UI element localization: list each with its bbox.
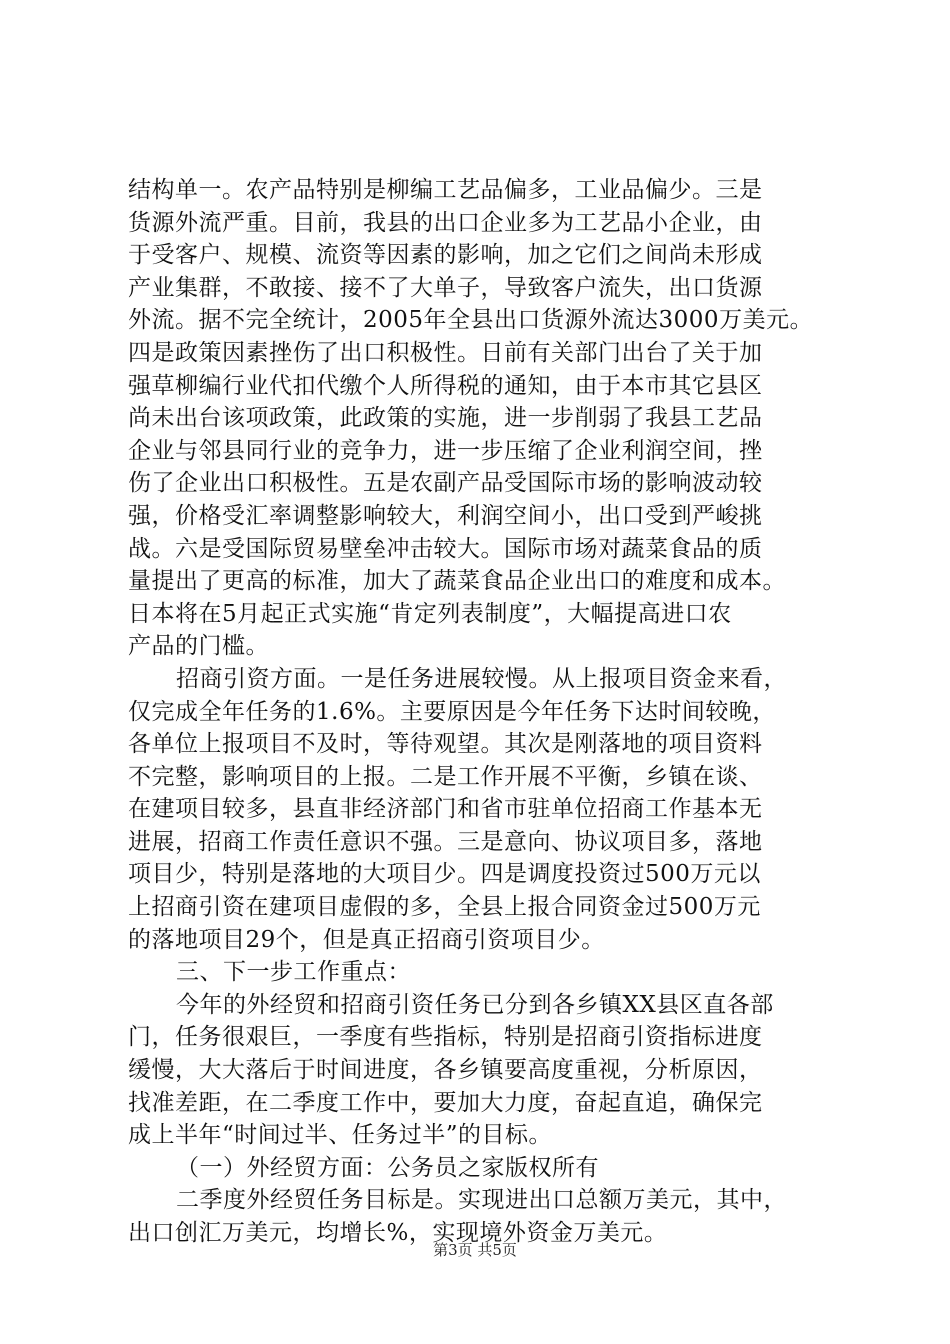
text-line: 不完整，影响项目的上报。二是工作开展不平衡，乡镇在谈、 [128,763,763,790]
paragraph-start-line: 二季度外经贸任务目标是。实现进出口总额万美元，其中， [176,1187,787,1214]
text-line: 缓慢，大大落后于时间进度，各乡镇要高度重视，分析原因， [128,1057,763,1084]
text-line: 外流。据不完全统计，2005年全县出口货源外流达3000万美元。 [128,307,814,334]
text-line: 企业与邻县同行业的竞争力，进一步压缩了企业利润空间，挫 [128,437,763,464]
text-line: 强草柳编行业代扣代缴个人所得税的通知，由于本市其它县区 [128,372,763,399]
paragraph-start-line: 今年的外经贸和招商引资任务已分到各乡镇XX县区直各部 [176,991,774,1018]
subsection-heading: （一）外经贸方面：公务员之家版权所有 [176,1154,599,1181]
page-footer [0,1239,950,1260]
text-line: 上招商引资在建项目虚假的多，全县上报合同资金过500万元 [128,894,761,921]
text-line: 产品的门槛。 [128,633,269,660]
text-line: 量提出了更高的标准，加大了蔬菜食品企业出口的难度和成本。 [128,568,786,595]
text-line: 强，价格受汇率调整影响较大，利润空间小，出口受到严峻挑 [128,502,763,529]
text-line: 伤了企业出口积极性。五是农副产品受国际市场的影响波动较 [128,470,763,497]
text-line: 货源外流严重。目前，我县的出口企业多为工艺品小企业，由 [128,209,763,236]
text-line: 找准差距，在二季度工作中，要加大力度，奋起直追，确保完 [128,1089,763,1116]
text-line: 战。六是受国际贸易壁垒冲击较大。国际市场对蔬菜食品的质 [128,535,763,562]
text-line: 的落地项目29个，但是真正招商引资项目少。 [128,926,605,953]
text-line: 各单位上报项目不及时，等待观望。其次是刚落地的项目资料 [128,731,763,758]
text-line: 尚未出台该项政策，此政策的实施，进一步削弱了我县工艺品 [128,405,763,432]
section-heading: 三、下一步工作重点： [176,959,411,986]
text-line: 四是政策因素挫伤了出口积极性。日前有关部门出台了关于加 [128,339,763,366]
text-line: 门，任务很艰巨，一季度有些指标，特别是招商引资指标进度 [128,1024,763,1051]
text-line: 日本将在5月起正式实施“肯定列表制度”，大幅提高进口农 [128,600,732,627]
page-number: 第3页 共5页 [433,1241,517,1259]
text-line: 进展，招商工作责任意识不强。三是意向、协议项目多，落地 [128,828,763,855]
paragraph-start-line: 招商引资方面。一是任务进展较慢。从上报项目资金来看， [176,665,787,692]
text-line: 项目少，特别是落地的大项目少。四是调度投资过500万元以 [128,861,761,888]
text-line: 于受客户、规模、流资等因素的影响，加之它们之间尚未形成 [128,242,763,269]
text-line: 仅完成全年任务的1.6%。主要原因是今年任务下达时间较晚， [128,698,776,725]
text-line: 出口创汇万美元，均增长%，实现境外资金万美元。 [128,1220,668,1246]
text-line: 在建项目较多，县直非经济部门和省市驻单位招商工作基本无 [128,796,763,823]
text-line: 产业集群，不敢接、接不了大单子，导致客户流失，出口货源 [128,274,763,301]
document-body [128,174,828,1250]
text-line: 结构单一。农产品特别是柳编工艺品偏多，工业品偏少。三是 [128,177,763,203]
text-line: 成上半年“时间过半、任务过半”的目标。 [128,1122,553,1149]
